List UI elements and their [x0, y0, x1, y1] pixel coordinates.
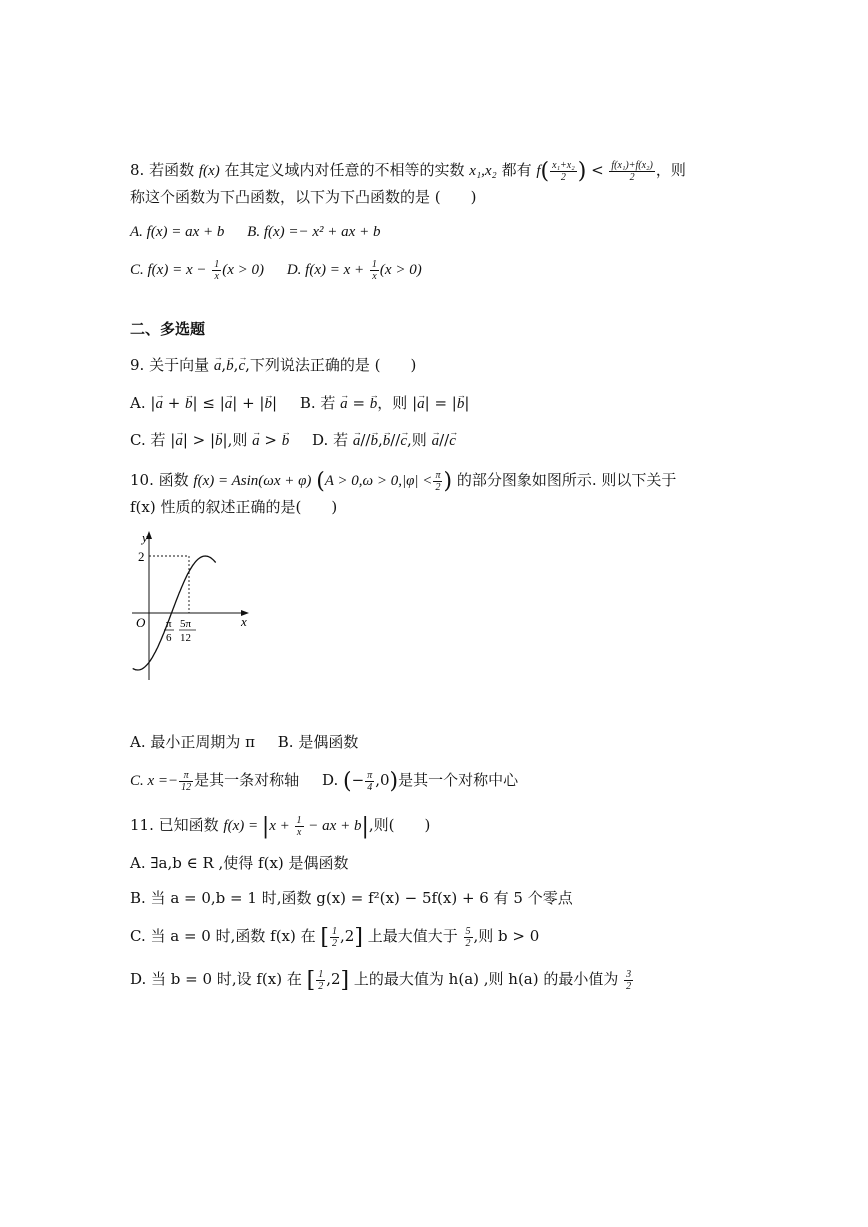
q10-option-b: B. 是偶函数 — [277, 733, 359, 751]
q11-stem: 11. 已知函数 f(x) = |x + $\frac{1}{x}$ − ax + b|,则( ) — [130, 814, 431, 839]
tick-pi-6-den: 6 — [166, 632, 172, 644]
q10-condition: A > 0,ω > 0,|φ| < — [324, 473, 433, 489]
q8-options-ab — [130, 220, 380, 243]
tick-5pi-12-num: 5π — [180, 618, 192, 630]
q9-option-b: B. 若 — [299, 394, 336, 412]
q8-stem-start: 8. 若函数 — [130, 161, 195, 179]
q8-line2: 称这个函数为下凸函数，以下为下凸函数的是 ( ) — [130, 188, 477, 206]
q10-stem-line2: f(x) 性质的叙述正确的是( ) — [130, 498, 338, 516]
q8-function: f(x) — [198, 163, 220, 179]
q9-option-d: D. 若 — [312, 431, 349, 449]
q10-option-c: C. x =− — [130, 773, 179, 789]
q8-option-b: B. f(x) =− x² + ax + b — [247, 224, 381, 240]
q8-stem-mid: 在其定义域内对任意的不相等的实数 — [224, 161, 465, 179]
x-axis-label: x — [241, 614, 247, 629]
q10-stem: 10. 函数 f(x) = Asin(ωx + φ) (A > 0,ω > 0,|φ| < $\frac{\pi}{2}$ ) 的部分图象如图所示. 则以下关于 — [130, 469, 677, 494]
q8-frac-fsum: $\frac{\text{f(x₁)+f(x₂)}}{2}$ — [611, 159, 653, 183]
q8-line1: 8. 若函数 f(x) 在其定义域内对任意的不相等的实数 x₁,x₂ 都有 f( $\frac{\text{x₁+x₂}}{2}$ ) < $\frac{\text{f(x₁)+f(x₂)}}{2}$ ，则 — [130, 159, 686, 184]
tick-pi-6-num: π — [166, 618, 172, 630]
q8-option-d: D. f(x) = x + — [286, 262, 365, 278]
q10-options-cd: C. x =− $\frac{\pi}{12}$ 是其一条对称轴 D. (− $\frac{\pi}{4}$ ,0)是其一个对称中心 — [130, 769, 519, 794]
q8-frac-avg: $\frac{\text{x₁+x₂}}{2}$ — [552, 159, 575, 183]
q9-option-c: C. 若 — [130, 431, 166, 449]
origin-label: O — [136, 615, 146, 630]
section-heading-multi-choice: 二、多选题 — [130, 320, 206, 338]
q10-option-a: A. 最小正周期为 π — [130, 733, 255, 751]
q9-option-a: A. — [130, 394, 146, 412]
q9-options-cd: C. 若 |→ a| > |→ b|,则 → a > → b D. 若 → a//→ b,→ b//→ c,则 → a//→ c — [130, 429, 456, 452]
q8-options-cd: C. f(x) = x − $\frac{1}{x}$ (x > 0) D. f(x) = x + $\frac{1}{x}$ (x > 0) — [130, 258, 422, 282]
q11-option-d: D. 当 b = 0 时,设 f(x) 在 [ $\frac{1}{2}$ ,2] 上的最大值为 h(a) ,则 h(a) 的最小值为 $\frac{3}{2}$ — [130, 968, 632, 993]
q8-vars: x₁,x₂ — [469, 163, 497, 179]
q8-stem-have: 都有 — [501, 161, 532, 179]
q10-option-d: D. — [321, 771, 339, 789]
q9-options-ab: A. |→ a + → b| ≤ |→ a| + |→ b| B. 若 → a = → b，则 |→ a| = |→ b| — [130, 392, 469, 415]
tick-5pi-12-den: 12 — [180, 632, 191, 644]
y-axis-label: y — [142, 530, 148, 545]
q10-options-ab — [130, 731, 358, 753]
q8-option-c: C. f(x) = x − — [130, 262, 207, 278]
sine-graph-figure — [130, 528, 255, 686]
q11-option-c: C. 当 a = 0 时,函数 f(x) 在 [ $\frac{1}{2}$ ,2] 上最大值大于 $\frac{5}{2}$ ,则 b > 0 — [130, 925, 540, 950]
q11-option-a: A. ∃a,b ∈ R ,使得 f(x) 是偶函数 — [130, 854, 349, 872]
y-tick-2: 2 — [138, 549, 145, 564]
q9-stem: 9. 关于向量 → a,→ b,→ c,下列说法正确的是 ( ) — [130, 354, 416, 377]
q8-option-a: A. f(x) = ax + b — [130, 224, 225, 240]
q11-option-b: B. 当 a = 0,b = 1 时,函数 g(x) = f²(x) − 5f(x) + 6 有 5 个零点 — [130, 889, 573, 907]
q10-formula: f(x) = Asin(ωx + φ) — [193, 473, 312, 489]
